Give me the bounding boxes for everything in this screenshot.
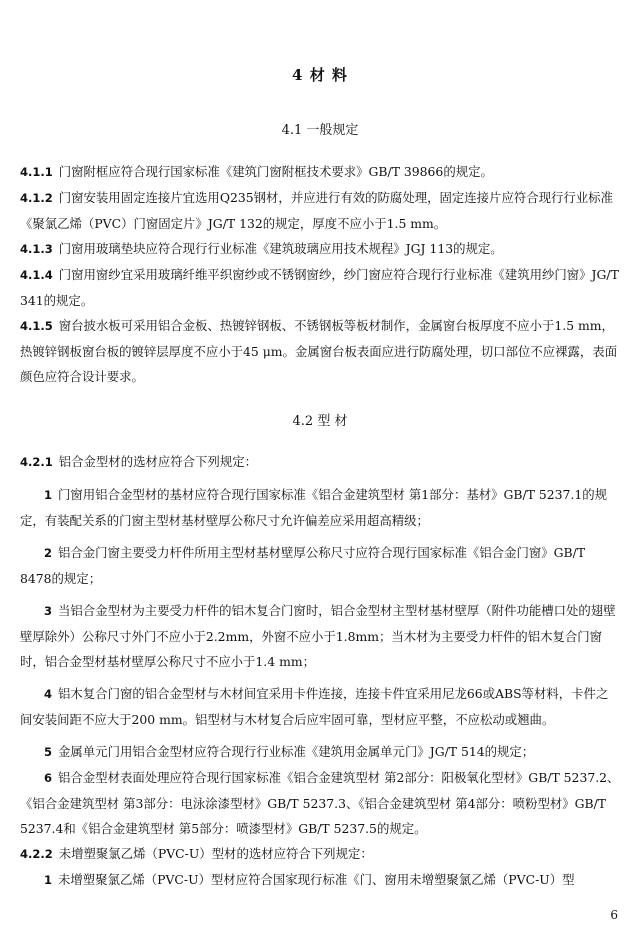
section-title-4-1: 4.1 一般规定 — [281, 123, 359, 138]
item-text: 铝合金型材表面处理应符合现行国家标准《铝合金建筑型材 第2部分：阳极氧化型材》GB/T 5237.2、《铝合金建筑型材 第3部分：电泳涂漆型材》GB/T 5237.3、《铝合金建筑型材 第4部分：喷粉型材》GB/T 5237.4和《铝合金建筑型材 第5部分：喷漆型材》GB/T 5237.5的规定。 — [20, 770, 620, 836]
clause-4-1-2 — [20, 185, 620, 236]
item-text: 门窗用铝合金型材的基材应符合现行国家标准《铝合金建筑型材 第1部分：基材》GB/T 5237.1的规定，有装配关系的门窗主型材基材壁厚公称尺寸允许偏差应采用超高精级； — [20, 487, 608, 528]
item-number: 1 — [44, 873, 53, 887]
item-text: 金属单元门用铝合金型材应符合现行行业标准《建筑用金属单元门》JG/T 514的规定； — [58, 744, 535, 759]
item-text: 未增塑聚氯乙烯（PVC-U）型材应符合国家现行标准《门、窗用未增塑聚氯乙烯（PVC-U）型 — [58, 872, 575, 887]
clause-text: 门窗用玻璃垫块应符合现行行业标准《建筑玻璃应用技术规程》JGJ 113的规定。 — [58, 241, 503, 256]
section-4-2-body — [20, 449, 620, 893]
list-item-2 — [20, 540, 620, 591]
clause-number: 4.1.1 — [20, 165, 53, 179]
item-number: 3 — [44, 604, 53, 618]
clause-number: 4.2.1 — [20, 455, 53, 469]
clause-4-1-3 — [20, 236, 620, 262]
list-item-6 — [20, 765, 620, 841]
clause-4-1-4 — [20, 262, 620, 313]
clause-text: 门窗用窗纱宜采用玻璃纤维平织窗纱或不锈钢窗纱，纱门窗应符合现行行业标准《建筑用纱门窗》JG/T 341的规定。 — [20, 267, 619, 308]
clause-number: 4.1.4 — [20, 268, 53, 282]
list-item-1 — [20, 482, 620, 533]
clause-4-1-1 — [20, 159, 620, 185]
list-item-5 — [20, 739, 620, 765]
list-item-1-pvc — [20, 867, 620, 893]
clause-number: 4.1.5 — [20, 319, 53, 333]
page-number: 6 — [610, 908, 618, 922]
list-item-3 — [20, 598, 620, 674]
clause-number: 4.1.3 — [20, 242, 53, 256]
clause-4-2-2 — [20, 841, 620, 867]
clause-number: 4.1.2 — [20, 191, 53, 205]
clause-text: 门窗安装用固定连接片宜选用Q235钢材，并应进行有效的防腐处理，固定连接片应符合现行行业标准《聚氯乙烯（PVC）门窗固定片》JG/T 132的规定，厚度不应小于1.5 mm。 — [20, 190, 613, 231]
clause-text: 窗台披水板可采用铝合金板、热镀锌钢板、不锈钢板等板材制作，金属窗台板厚度不应小于1.5 mm，热镀锌钢板窗台板的镀锌层厚度不应小于45 μm。金属窗台板表面应进行防腐处理，切口部位不应裸露，表面颜色应符合设计要求。 — [20, 318, 618, 384]
section-4-1-body — [20, 159, 620, 389]
item-text: 铝合金门窗主要受力杆件所用主型材基材壁厚公称尺寸应符合现行国家标准《铝合金门窗》GB/T 8478的规定； — [20, 545, 586, 586]
list-item-4 — [20, 681, 620, 732]
item-number: 4 — [44, 687, 53, 701]
item-text: 当铝合金型材为主要受力杆件的铝木复合门窗时，铝合金型材主型材基材壁厚（附件功能槽口处的翅壁壁厚除外）公称尺寸外门不应小于2.2mm，外窗不应小于1.8mm；当木材为主要受力杆件的铝木复合门窗时，铝合金型材基材壁厚公称尺寸不应小于1.4 mm； — [20, 603, 616, 669]
item-number: 1 — [44, 488, 53, 502]
clause-4-2-1 — [20, 449, 620, 475]
item-number: 5 — [44, 745, 53, 759]
item-text: 铝木复合门窗的铝合金型材与木材间宜采用卡件连接，连接卡件宜采用尼龙66或ABS等材料，卡件之间安装间距不应大于200 mm。铝型材与木材复合后应牢固可靠，型材应平整，不应松动或翘曲。 — [20, 686, 609, 727]
clause-text: 铝合金型材的选材应符合下列规定： — [58, 454, 257, 469]
clause-4-1-5 — [20, 313, 620, 389]
item-number: 2 — [44, 546, 53, 560]
section-title-4-2: 4.2 型 材 — [292, 414, 348, 429]
clause-text: 未增塑聚氯乙烯（PVC-U）型材的选材应符合下列规定： — [58, 846, 373, 861]
clause-number: 4.2.2 — [20, 847, 53, 861]
chapter-title: 4 材 料 — [292, 66, 348, 84]
clause-text: 门窗附框应符合现行国家标准《建筑门窗附框技术要求》GB/T 39866的规定。 — [58, 164, 493, 179]
item-number: 6 — [44, 771, 53, 785]
